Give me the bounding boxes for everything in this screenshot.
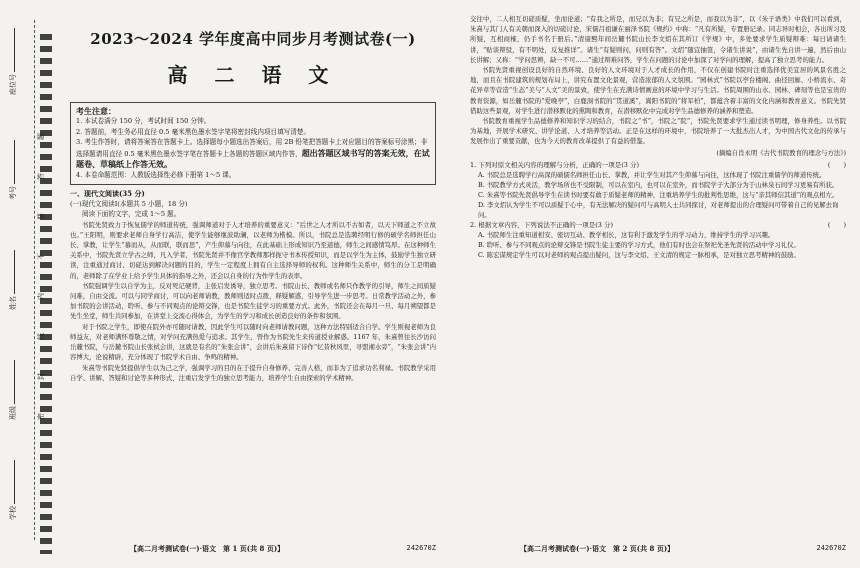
question-option: C. 陈宏谋规定学生可以对老师的观点提出疑问，这与李文炤、王文清的规定一脉相承，是对独立思考精神的鼓励。 bbox=[478, 251, 800, 260]
page-1 bbox=[70, 14, 436, 383]
binding-field-exam-number: 考号 bbox=[8, 140, 18, 200]
notice-item: 1. 本试卷满分 150 分，考试时间 150 分钟。 bbox=[76, 117, 211, 126]
question-stem: 1. 下列对原文相关内容的理解与分析，正确的一项是(3 分) bbox=[470, 160, 640, 169]
section-heading: 一、现代文阅读(35 分) bbox=[70, 188, 145, 198]
seal-word: 线 bbox=[37, 333, 45, 340]
notice-box bbox=[70, 102, 436, 185]
answer-paren: ( ) bbox=[827, 220, 846, 229]
binding-field-seat-number: 座位号 bbox=[8, 28, 18, 95]
binding-field-school: 学校 bbox=[8, 460, 18, 520]
passage-paragraph: 书院强调学生以自学为主，反对死记硬背，主张启发诱导，独立思考。书院山长、教师或名师只作教学的引导，师生之间质疑问难，自由交流。可以与同学商讨，可以向老师请教，教师则适时点拨，释疑解惑，引导学生进一步思考。日常教学活动之外，参加书院的会讲活动，聆听、参与不同观点的论辩交锋，也是书院生徒学习的重要方式。此外，书院还会在每月一旦、每月朔望都是先生坐堂，师生共同参加，在讲堂上交流心得体会，为学生的学习和成长创造良好的条件和氛围。 bbox=[70, 281, 436, 321]
passage-paragraph: 对于书院之学生，即使在院外亦可随时请教，因此学生可以随时向老师请教问题，这种方法特别适合自学。学生则视老师为良师益友，对老师满怀尊敬之情，对学问充满热爱与追求。其学生，曾作为书院先生来传道授业解惑。1167 年，朱熹曾往长沙访问岳麓书院，与岳麓书院山长张栻会讲，这就是有名的“朱张会讲”，会讲后朱熹留下诗作“忆昔秋风里，寻盟湘水旁”，“朱张会讲”内容博大，论说精辟，充分体现了书院学术自由、争鸣的精神。 bbox=[70, 322, 436, 362]
notice-bold-warning: 超出答题区域书写的答案无效，在试题卷、草稿纸上作答无效。 bbox=[76, 147, 430, 170]
page-2 bbox=[470, 14, 846, 260]
seal-word: 密 bbox=[37, 413, 45, 420]
subsection-heading: (一)现代文阅读Ⅰ(本题共 5 小题，18 分) bbox=[70, 199, 188, 208]
question-option: D. 李文炤认为学生不可以质疑于心中，有无法解决的疑问可与高明人士共同探讨，对老师提出的合理疑问可带着自己的见解去询问。 bbox=[478, 200, 839, 219]
notice-item: 3. 考生作答时，请将答案答在答题卡上。选择题每小题选出答案后，用 2B 铅笔把答题卡上对应题目的答案标号涂黑；非选择题请用直径 0.5 毫米黑色墨水签字笔在答题卡上各题的答题区域内作答，超出答题区域书写的答案无效，在试题卷、草稿纸上作答无效。 bbox=[76, 138, 430, 170]
passage-paragraph: 朱熹等书院先贤提倡学生以为己之学，强调学习的目的在于提升自身修养、完善人格，而非为了追求功名利禄。书院教学采用自学、讲解、答疑和讨论等多种形式，注重启发学生的独立思考能力，培养学生自由探索的学术精神。 bbox=[70, 363, 436, 382]
binding-field-class: 班级 bbox=[8, 360, 18, 420]
seal-word: 内 bbox=[37, 293, 45, 300]
question-option: A. 书院总是选聘学行高深的硕儒名师担任山长、掌教，并让学生对其产生仰慕与向往，这体现了书院注重儒学的师道传统。 bbox=[478, 170, 826, 179]
notice-heading: 考生注意： bbox=[76, 106, 116, 116]
footer-code: 242670Z bbox=[406, 544, 436, 552]
subject-title: 高 二 语 文 bbox=[167, 63, 339, 87]
passage-paragraph: 书院先贤重视创设良好的自然环境、良好的人文环境对于人才成长的作用，不仅在创建书院时注重选择优美宜居的风景名胜之地，而且在书院建筑的规划布局上，讲究布置文化景观，营造浓郁的人文氛围。“园林式”书院以亭台楼阁、曲径回廊、小桥流水、奇花异草等营造“生态”美与“人文”美的景致，使学生在充满诗情画意的环境中学习与生活。书院周围的山水、园林、碑刻等也是宝贵的教育资源，如岳麓书院的“爱晚亭”，白鹿洞书院的“贯道溪”，嵩阳书院的“将军柏”，都蕴含着丰富的文化内涵和教育意义。书院先贤借助这些景观，对学生进行潜移默化的熏陶和教育，在潜移默化中完成对学生品德修养的涵养和塑造。 bbox=[470, 66, 846, 115]
footer-code: 242670Z bbox=[816, 544, 846, 552]
question-stem: 2. 根据文章内容，下列说法不正确的一项是(3 分) bbox=[470, 220, 614, 229]
question-option: B. 书院教学方式灵活，教学场所也不受限制，可以在室内，也可以在室外，而书院学子大部分为于山林泉石间学习更易有所获。 bbox=[478, 180, 839, 189]
seal-word: 不 bbox=[37, 253, 45, 260]
question-option: B. 聆听、参与不同观点的论辩交锋是书院生徒主要的学习方式，他们有时也会在祭祀先圣先贤的活动中学习礼仪。 bbox=[478, 241, 800, 250]
notice-item: 4. 本卷命题范围：人教版选择性必修下册第 1～5 课。 bbox=[76, 171, 236, 180]
page-footer bbox=[520, 544, 846, 554]
passage-paragraph: 书院先贤致力于恢复儒学的师道传统，强调师道对于人才培养的重要意义：“后世之人才所以不古如者，以天下师道之不立故也。”王阳明，则要求老师自身学行高洁，使学生能够继波助澜，以老师为楷模。所以，书院总是选聘经明行修的硕学名师担任山长、掌教，让学生“慕而从，从而联，联而思”，产生仰慕与向往，在此基础上形成知识乃至道德，师生之间感情笃厚。在这种师生关系中，书院先贤立学古之师，凡入学者，书院先贤并不像官学教师那样扼守书本传授知识，而是以学生为主体，鼓励学生独立研读，注重通过商讨、切磋达到解决问题的目的，学生一定程度上拥有自主选择导师的权利。这种师生关系中，师生的分工是明确的，老师除了在学业上给予学生具体的指导之外，还会以自身的行为作学生的表率。 bbox=[70, 220, 436, 280]
notice-item: 2. 答题前，考生务必用直径 0.5 毫米黑色墨水签字笔将密封线内项目填写清楚。 bbox=[76, 127, 311, 136]
footer-text: 【高二月考测试卷(一)·语文 第 1 页(共 8 页)】 bbox=[130, 544, 285, 553]
passage-paragraph: 书院教育重视学生品德修养和知识学习的结合，书院之“书”，书院之“院”，书院先贤要求学生通过读书明理，修身养性。以书院为基地，开展学术研究、讲学论道、人才培养等活动。正是在这样的环境中，书院培养了一大批杰出人才，为中国古代文化的传承与发展作出了重要贡献，也为今天的教育改革提供了有益的借鉴。 bbox=[470, 117, 846, 146]
seal-word: 封 bbox=[37, 373, 45, 380]
passage-paragraph: 交往中，二人相互切磋质疑，坐而论道；“有我之所是，而兄以为非；有兄之所是，而我以为非”，以《朱子语类》中我们可以看到，朱熹与其门人有关朝而深入的切磋讨论，宋儒吕祖谦在丽泽书院《规约》中称：“凡有所疑，专置册记录。同志异时相会，各出所习及所疑，互相商榷，仍手书名于册后。”清康熙年间岳麓书院山长李文炤在其所订《学规》中，多处要求学生质疑辩难：每日请诸生讲，“贴谈辩驳，有不明处，反复推详”。诸生“有疑则问，问则有答”。文炤“随宜抽签，令诸生讲说”，由诸生先自讲一遍，然后由山长讲解；又称：“学问思辨，缺一不可……”通过辩难问答，学生在问题的讨论中加深了对学问的理解，提高了独立思考的能力。 bbox=[470, 15, 846, 64]
seal-word: 答 bbox=[37, 173, 45, 180]
answer-paren: ( ) bbox=[827, 160, 846, 169]
question-option: A. 书院师生注重知道相安、密切互动、教学相长，这有利于激发学生的学习动力，维持学生的学习兴趣。 bbox=[478, 231, 775, 240]
seal-word: 要 bbox=[37, 213, 45, 220]
question-2 bbox=[470, 220, 846, 260]
seal-word: 题 bbox=[37, 133, 45, 140]
question-1 bbox=[470, 160, 846, 220]
seal-line bbox=[34, 20, 35, 540]
reading-instruction: 阅读下面的文字，完成 1～5 题。 bbox=[82, 210, 181, 219]
binding-strip bbox=[0, 0, 58, 568]
page-footer bbox=[130, 544, 436, 554]
passage-source: (摘编自肖永明《古代书院教育的理念与方法》) bbox=[716, 148, 846, 157]
question-option: C. 朱熹等书院先贤倡导学生在读书时要有敢于质疑老师的精神，注重培养学生的批判性思维，这与“亲其师信其道”的观点相左。 bbox=[478, 190, 839, 199]
exam-title: 2023～2024 学年度高中同步月考测试卷(一) bbox=[90, 30, 416, 48]
footer-text: 【高二月考测试卷(一)·语文 第 2 页(共 8 页)】 bbox=[520, 544, 675, 553]
binding-field-name: 姓名 bbox=[8, 250, 18, 310]
